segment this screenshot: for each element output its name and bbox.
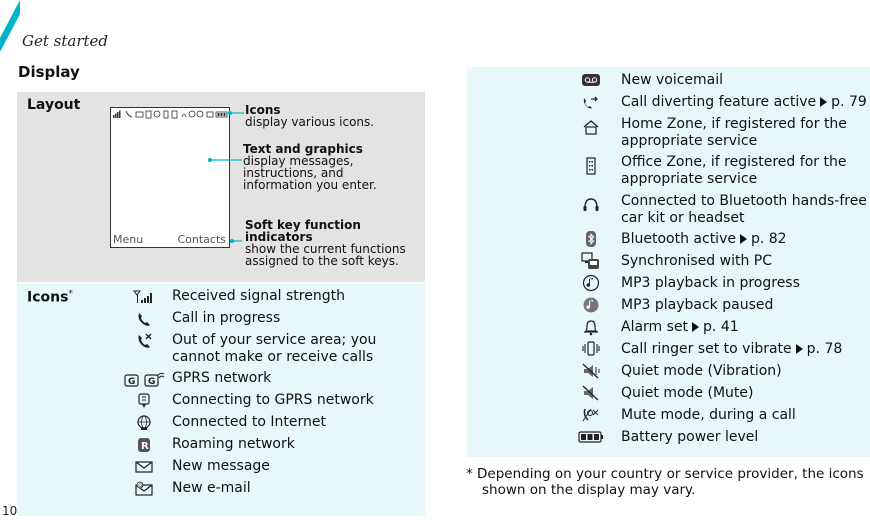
bluetooth-icon — [580, 230, 602, 248]
callout-text-body-1: display messages, — [243, 154, 354, 168]
page-number: 10 — [2, 504, 18, 518]
right-item-10-text: Alarm set — [621, 319, 689, 335]
alarm-icon — [580, 318, 602, 336]
icons-label — [27, 289, 73, 306]
bluetooth-headset-icon — [580, 195, 602, 213]
right-item-4-line-2: appropriate service — [621, 171, 758, 187]
page-ref-arrow-icon — [796, 344, 803, 354]
home-zone-icon — [580, 118, 602, 136]
right-item-5-line-1: Connected to Bluetooth hands-free — [621, 193, 867, 209]
signal-strength-icon — [133, 288, 155, 306]
right-item-2 — [621, 93, 867, 111]
left-item-1: Received signal strength — [172, 288, 345, 304]
right-item-2-ref: p. 79 — [831, 94, 867, 110]
page-ref-arrow-icon — [692, 322, 699, 332]
callout-soft-title-1: Soft key function — [245, 218, 361, 232]
call-in-progress-icon — [133, 310, 155, 328]
callout-soft-keys — [245, 219, 406, 267]
page-ref-arrow-icon — [820, 97, 827, 107]
new-message-icon — [133, 458, 155, 476]
right-item-1: New voicemail — [621, 72, 724, 88]
callout-text-body-3: information you enter. — [243, 178, 377, 192]
callout-soft-title-2: indicators — [245, 230, 313, 244]
header-accent-bar — [0, 0, 20, 52]
footnote-line-1: * Depending on your country or service provider, the icons — [466, 466, 864, 482]
right-item-6-text: Bluetooth active — [621, 231, 736, 247]
right-item-9: MP3 playback paused — [621, 297, 774, 313]
callout-text-graphics — [243, 143, 377, 191]
call-divert-icon — [580, 93, 602, 111]
right-item-3-line-1: Home Zone, if registered for the — [621, 116, 847, 132]
svg-text:G: G — [148, 377, 156, 387]
battery-icon — [578, 428, 604, 446]
callout-icons-body: display various icons. — [245, 115, 375, 129]
callout-text-title: Text and graphics — [243, 142, 363, 156]
internet-icon — [133, 414, 155, 432]
office-zone-icon — [580, 157, 602, 175]
left-item-6: Connected to Internet — [172, 414, 326, 430]
layout-label: Layout — [27, 97, 81, 113]
right-item-6-ref: p. 82 — [750, 231, 787, 247]
section-title: Display — [18, 63, 80, 81]
callout-text-body-2: instructions, and — [243, 166, 344, 180]
gprs-network-icon — [124, 370, 166, 388]
svg-text:G: G — [128, 377, 136, 387]
right-item-15: Battery power level — [621, 429, 759, 445]
mp3-paused-icon — [580, 296, 602, 314]
icons-footnote-marker: * — [68, 289, 73, 299]
right-item-5-line-2: car kit or headset — [621, 210, 745, 226]
left-item-4: GPRS network — [172, 370, 272, 386]
callout-soft-body-1: show the current functions — [245, 242, 406, 256]
right-item-10 — [621, 318, 739, 336]
new-email-icon — [133, 480, 155, 498]
status-bar-icons — [112, 109, 228, 119]
right-item-7: Synchronised with PC — [621, 253, 773, 269]
left-item-3-line-2: cannot make or receive calls — [172, 349, 374, 365]
left-item-7: Roaming network — [172, 436, 295, 452]
right-item-10-ref: p. 41 — [703, 319, 739, 335]
callout-icons — [245, 104, 374, 128]
soft-key-right: Contacts — [177, 233, 226, 246]
icons-label-text: Icons — [27, 289, 69, 306]
right-item-8: MP3 playback in progress — [621, 275, 800, 291]
right-item-4-line-1: Office Zone, if registered for the — [621, 154, 847, 170]
right-item-11-text: Call ringer set to vibrate — [621, 341, 792, 357]
callout-soft-body-2: assigned to the soft keys. — [245, 254, 399, 268]
header-title: Get started — [22, 32, 109, 50]
footnote-line-2: shown on the display may vary. — [482, 482, 696, 498]
page-ref-arrow-icon — [740, 234, 747, 244]
svg-text:@: @ — [138, 483, 143, 489]
left-item-9: New e-mail — [172, 480, 251, 496]
svg-text:R: R — [141, 441, 149, 452]
right-item-6 — [621, 230, 787, 248]
left-item-2: Call in progress — [172, 310, 281, 326]
right-item-11 — [621, 340, 842, 358]
left-item-8: New message — [172, 458, 270, 474]
right-item-11-ref: p. 78 — [806, 341, 843, 357]
left-item-3-line-1: Out of your service area; you — [172, 332, 377, 348]
right-item-13: Quiet mode (Mute) — [621, 385, 754, 401]
callout-icons-title: Icons — [245, 103, 281, 117]
footnote — [466, 466, 870, 498]
phone-display-illustration — [110, 107, 230, 248]
voicemail-icon — [580, 71, 602, 89]
right-item-12: Quiet mode (Vibration) — [621, 363, 782, 379]
mp3-playing-icon — [580, 274, 602, 292]
quiet-vibration-icon — [580, 362, 602, 380]
quiet-mute-icon — [580, 384, 602, 402]
left-item-5: Connecting to GPRS network — [172, 392, 374, 408]
right-item-2-text: Call diverting feature active — [621, 94, 817, 110]
mute-call-icon — [580, 406, 602, 424]
vibrate-icon — [580, 340, 602, 358]
right-item-14: Mute mode, during a call — [621, 407, 796, 423]
soft-key-left: Menu — [113, 233, 144, 246]
pc-sync-icon — [580, 252, 602, 270]
right-item-3-line-2: appropriate service — [621, 133, 758, 149]
connecting-gprs-icon — [133, 392, 155, 410]
roaming-icon — [133, 436, 155, 454]
no-service-icon — [133, 332, 155, 350]
